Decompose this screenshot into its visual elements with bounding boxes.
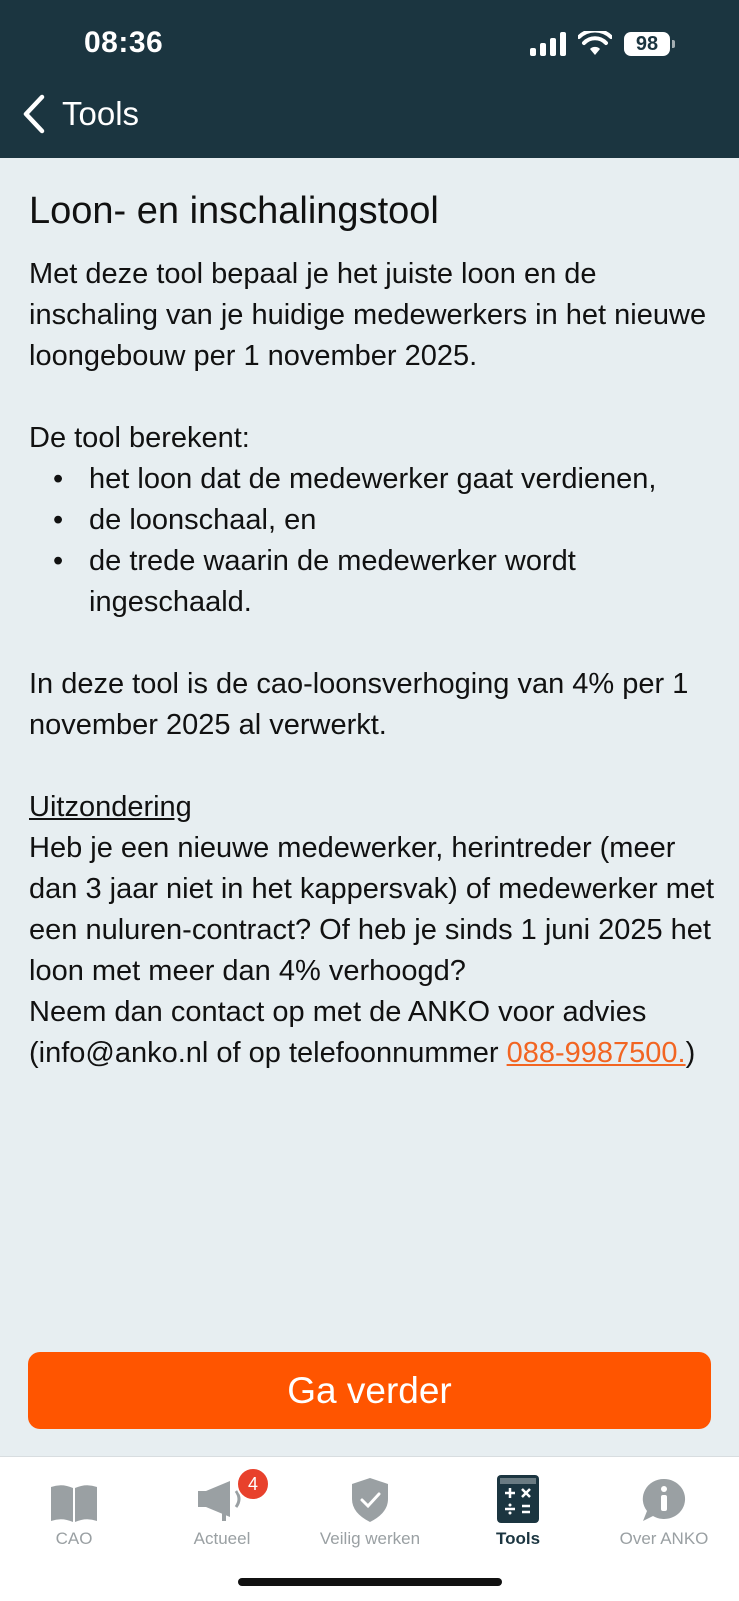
tab-actueel[interactable]	[148, 1467, 296, 1549]
tab-label: Tools	[495, 1529, 541, 1548]
tab-tools[interactable]	[444, 1467, 592, 1549]
exception-text: Heb je een nieuwe medewerker, herintreder (meer dan 3 jaar niet in het kappersvak) of medewerker met een nuluren-contract? Of heb je sinds 1 juni 2025 het loon met meer dan 4% verhoogd?	[29, 832, 715, 987]
calc-list	[29, 459, 719, 623]
list-item: • de trede waarin de medewerker wordt ingeschaald.	[89, 541, 719, 623]
tab-label: CAO	[55, 1529, 93, 1548]
back-label: Tools	[62, 95, 140, 132]
cellular-signal-icon	[530, 32, 566, 56]
exception-title: Uitzondering	[29, 791, 192, 823]
wifi-icon	[578, 31, 612, 57]
list-item: • het loon dat de medewerker gaat verdienen,	[89, 459, 719, 500]
tab-veilig-werken[interactable]	[296, 1467, 444, 1549]
shield-check-icon	[350, 1477, 390, 1523]
contact-text	[29, 992, 719, 1074]
tab-label: Over ANKO	[619, 1529, 709, 1548]
calculator-icon	[497, 1475, 539, 1523]
tool-description	[29, 188, 719, 1074]
phone-link[interactable]: 088-9987500.	[506, 1037, 686, 1069]
status-icons	[530, 26, 670, 62]
calc-heading: De tool berekent:	[29, 422, 250, 454]
notification-badge: 4	[236, 1467, 270, 1501]
chevron-left-icon	[22, 94, 46, 134]
app-header	[0, 0, 739, 158]
page-title: Loon- en inschalingstool	[29, 190, 439, 232]
tab-cao[interactable]	[0, 1467, 148, 1549]
info-chat-icon	[640, 1477, 688, 1523]
tab-label: Actueel	[193, 1529, 251, 1548]
raise-note: In deze tool is de cao-loonsverhoging van 4% per 1 november 2025 al verwerkt.	[29, 668, 689, 741]
book-icon	[49, 1483, 99, 1523]
home-indicator	[238, 1578, 502, 1586]
back-button[interactable]	[22, 94, 139, 134]
tab-label: Veilig werken	[319, 1529, 421, 1548]
contact-text-body: Neem dan contact op met de ANKO voor advies (info@anko.nl of op telefoonnummer	[29, 996, 647, 1069]
continue-button[interactable]: Ga verder	[28, 1352, 711, 1429]
tab-over-anko[interactable]	[590, 1467, 738, 1549]
contact-text-end: )	[685, 1037, 696, 1069]
battery-icon: 98	[624, 32, 670, 56]
list-item: • de loonschaal, en	[89, 500, 719, 541]
intro-text: Met deze tool bepaal je het juiste loon en de inschaling van je huidige medewerkers in het nieuwe loongebouw per 1 november 2025.	[29, 258, 707, 372]
status-time: 08:36	[84, 26, 164, 59]
